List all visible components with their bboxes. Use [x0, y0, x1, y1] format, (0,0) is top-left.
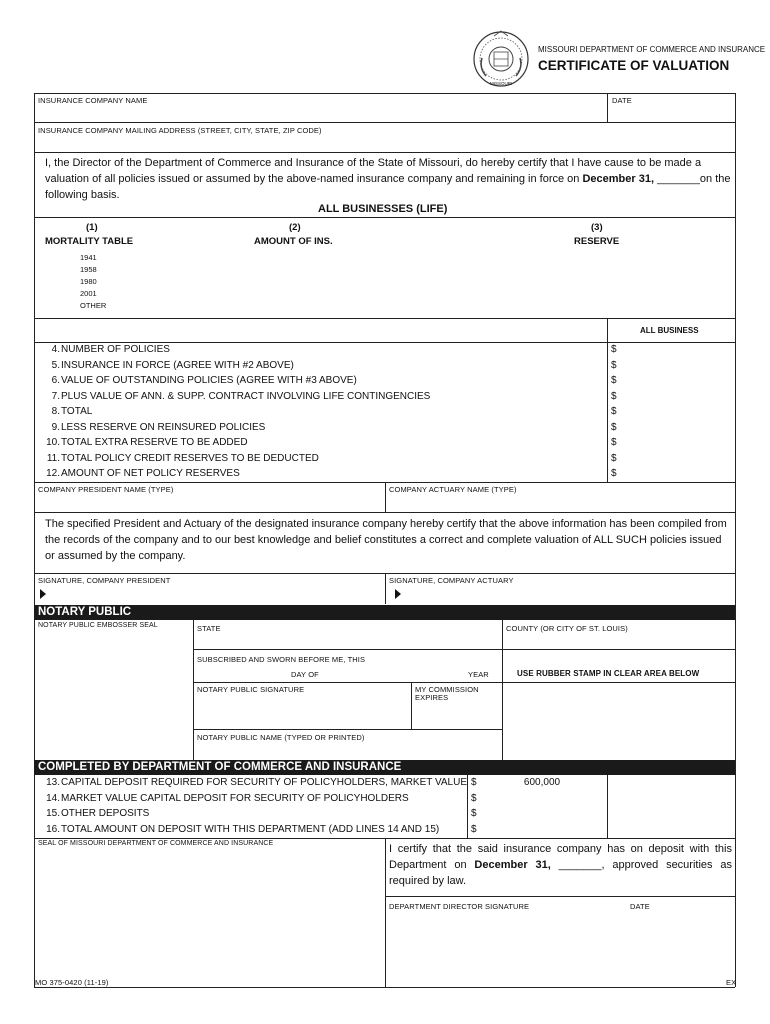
summary-row-label: PLUS VALUE OF ANN. & SUPP. CONTRACT INVOLVING LIFE CONTINGENCIES: [61, 390, 431, 402]
deposit-row-label: TOTAL AMOUNT ON DEPOSIT WITH THIS DEPARTMENT (ADD LINES 14 AND 15): [61, 823, 440, 835]
summary-row-number: 4.: [51, 344, 60, 355]
deposit-row-number: 15.: [46, 808, 60, 819]
summary-row-amount-field[interactable]: $: [611, 437, 617, 448]
seal-caption: MISSOURI: [490, 81, 513, 86]
summary-row-number: 9.: [51, 421, 60, 433]
summary-row-amount-field[interactable]: $: [611, 421, 617, 433]
footer-code: EX: [726, 978, 737, 987]
county-field[interactable]: [503, 621, 734, 649]
deposit-row-currency: $: [471, 823, 477, 835]
deposit-row-label: MARKET VALUE CAPITAL DEPOSIT FOR SECURITY OF POLICYHOLDERS: [61, 792, 409, 804]
president-name-field[interactable]: [35, 483, 384, 511]
summary-row-amount-field[interactable]: $: [611, 406, 617, 417]
all-business-label: ALL BUSINESS: [640, 326, 699, 335]
state-label: STATE: [197, 624, 221, 633]
summary-row-amount-field[interactable]: $: [611, 375, 617, 386]
commission-label-1: MY COMMISSION: [415, 685, 479, 694]
all-businesses-title: ALL BUSINESSES (LIFE): [318, 203, 448, 215]
certification-paragraph: [45, 155, 731, 203]
notary-signature-field[interactable]: [194, 683, 410, 728]
deposit-row-currency: $: [471, 808, 477, 819]
deposit-row-label: OTHER DEPOSITS: [61, 808, 150, 819]
summary-row-label: TOTAL: [61, 406, 93, 417]
rubber-stamp-area: [503, 683, 734, 759]
state-field[interactable]: [194, 621, 501, 649]
director-signature-field[interactable]: [386, 897, 737, 987]
notary-band: NOTARY PUBLIC: [34, 605, 735, 620]
notary-signature-label: NOTARY PUBLIC SIGNATURE: [197, 685, 305, 694]
president-signature-label: SIGNATURE, COMPANY PRESIDENT: [38, 576, 171, 585]
cert-blank[interactable]: _______: [657, 173, 700, 185]
summary-row-number: 7.: [51, 390, 60, 402]
deposit-row-number: 13.: [46, 777, 60, 788]
deposit-row-currency: $: [471, 792, 477, 804]
director-date-label: DATE: [630, 902, 650, 911]
mortality-table-item: OTHER: [80, 301, 107, 310]
date-label: DATE: [612, 96, 632, 105]
col2-number: (2): [289, 222, 301, 233]
state-seal: [472, 28, 530, 90]
year-label: YEAR: [468, 670, 489, 679]
mortality-table-item: 1941: [80, 253, 97, 262]
col1-number: (1): [86, 222, 98, 233]
company-name-field[interactable]: [35, 94, 607, 122]
mortality-table-item: 2001: [80, 289, 97, 298]
actuary-signature-label: SIGNATURE, COMPANY ACTUARY: [389, 576, 514, 585]
deposit-row-value[interactable]: 600,000: [523, 777, 561, 788]
mailing-address-label: INSURANCE COMPANY MAILING ADDRESS (STREET, CITY, STATE, ZIP CODE): [38, 126, 322, 135]
form-title: CERTIFICATE OF VALUATION: [538, 58, 730, 73]
summary-row-amount-field[interactable]: $: [611, 452, 617, 464]
summary-row-number: 10.: [46, 437, 60, 448]
summary-row-label: AMOUNT OF NET POLICY RESERVES: [61, 468, 240, 479]
col1-header: MORTALITY TABLE: [45, 236, 134, 247]
embosser-seal-area: [35, 621, 192, 759]
cert-text-1: I, the Director of the Department of Commerce and Insurance of the State of Missouri, do hereby certify that I have cause to be made a valuation of all policies issued or assumed by the above-named insurance company and remaining in force on: [45, 157, 702, 185]
actuary-signature-field[interactable]: [386, 574, 734, 604]
deposit-certification: [389, 841, 732, 889]
deposit-text-1: I certify that the said insurance company has on deposit with this Department on: [389, 843, 732, 871]
deposit-row-label: CAPITAL DEPOSIT REQUIRED FOR SECURITY OF POLICYHOLDERS, MARKET VALUE: [61, 777, 468, 788]
summary-row-label: NUMBER OF POLICIES: [61, 344, 170, 355]
cert-date: December 31,: [582, 173, 655, 185]
mortality-table-item: 1980: [80, 277, 97, 286]
deposit-text-2: _______, approved securities as required by law.: [389, 859, 732, 887]
summary-row-label: TOTAL EXTRA RESERVE TO BE ADDED: [61, 437, 248, 448]
summary-row-label: TOTAL POLICY CREDIT RESERVES TO BE DEDUCTED: [61, 452, 319, 464]
actuary-name-label: COMPANY ACTUARY NAME (TYPE): [389, 485, 517, 494]
summary-row-amount-field[interactable]: $: [611, 390, 617, 402]
officer-statement: The specified President and Actuary of the designated insurance company hereby certify that the above information has been compiled from the records of the company and to our best knowledge and belief constitutes a correct and complete valuation of ALL SUCH policies issued or assumed by the company.: [45, 518, 727, 562]
summary-row-number: 8.: [51, 406, 60, 417]
summary-row-number: 12.: [46, 468, 60, 479]
arrow-right-icon: [395, 589, 401, 599]
mortality-table-item: 1958: [80, 265, 97, 274]
stamp-label: USE RUBBER STAMP IN CLEAR AREA BELOW: [517, 669, 700, 678]
agency-name: MISSOURI DEPARTMENT OF COMMERCE AND INSURANCE: [538, 45, 766, 54]
president-name-label: COMPANY PRESIDENT NAME (TYPE): [38, 485, 174, 494]
notary-name-label: NOTARY PUBLIC NAME (TYPED OR PRINTED): [197, 733, 365, 742]
deposit-date: December 31,: [474, 859, 551, 871]
form-id: MO 375-0420 (11-19): [35, 978, 109, 987]
summary-row-number: 5.: [51, 359, 60, 371]
summary-row-amount-field[interactable]: $: [611, 344, 617, 355]
summary-row-number: 11.: [46, 452, 60, 464]
col3-number: (3): [591, 222, 603, 233]
summary-row-amount-field[interactable]: $: [611, 468, 617, 479]
embosser-label: NOTARY PUBLIC EMBOSSER SEAL: [38, 622, 158, 629]
day-of-label: DAY OF: [291, 670, 319, 679]
summary-row-number: 6.: [51, 375, 60, 386]
cert-text-2: on the following basis.: [45, 173, 731, 201]
department-seal-area: [35, 839, 384, 986]
summary-row-label: LESS RESERVE ON REINSURED POLICIES: [61, 421, 266, 433]
commission-label-2: EXPIRES: [415, 693, 449, 702]
sworn-label: SUBSCRIBED AND SWORN BEFORE ME, THIS: [197, 655, 366, 664]
company-name-label: INSURANCE COMPANY NAME: [38, 96, 148, 105]
seal-label: SEAL OF MISSOURI DEPARTMENT OF COMMERCE AND INSURANCE: [38, 840, 274, 847]
president-signature-field[interactable]: [35, 574, 384, 604]
actuary-name-field[interactable]: [386, 483, 734, 511]
summary-row-label: VALUE OF OUTSTANDING POLICIES (AGREE WITH #3 ABOVE): [61, 375, 357, 386]
arrow-right-icon: [40, 589, 46, 599]
commission-expires-field[interactable]: [412, 683, 501, 728]
department-band: COMPLETED BY DEPARTMENT OF COMMERCE AND INSURANCE: [34, 760, 735, 775]
deposit-row-number: 14.: [46, 792, 60, 804]
director-signature-label: DEPARTMENT DIRECTOR SIGNATURE: [389, 902, 530, 911]
mailing-address-field[interactable]: [35, 123, 734, 151]
col3-header: RESERVE: [574, 236, 620, 247]
summary-row-label: INSURANCE IN FORCE (AGREE WITH #2 ABOVE): [61, 359, 294, 371]
col2-header: AMOUNT OF INS.: [254, 236, 333, 247]
deposit-row-number: 16.: [46, 823, 60, 835]
deposit-row-currency: $: [471, 777, 477, 788]
notary-name-field[interactable]: [194, 730, 501, 759]
county-label: COUNTY (OR CITY OF ST. LOUIS): [506, 624, 628, 633]
summary-row-amount-field[interactable]: $: [611, 359, 617, 371]
date-field[interactable]: [608, 94, 734, 122]
